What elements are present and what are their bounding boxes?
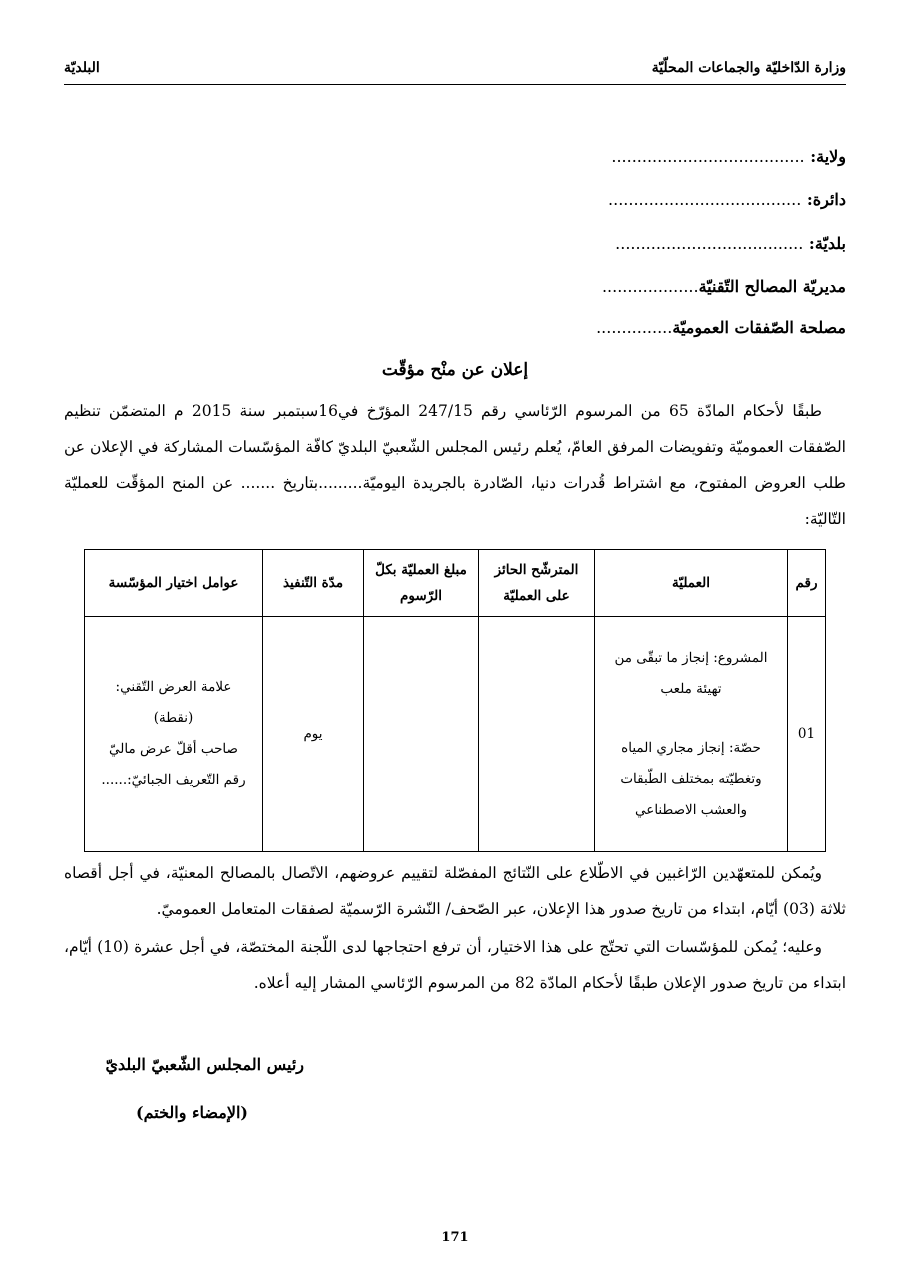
field-daira — [608, 190, 846, 209]
header-duration: مدّة التّنفيذ — [263, 550, 364, 617]
ministry-name: وزارة الدّاخليّة والجماعات المحلّيّة — [651, 60, 846, 76]
field-label: بلديّة: — [808, 234, 846, 253]
table-row — [85, 617, 826, 852]
field-label: مديريّة المصالح التّقنيّة — [698, 277, 846, 296]
header-amount: مبلغ العمليّة بكلّ الرّسوم — [364, 550, 479, 617]
field-dots: ..................................... — [615, 234, 804, 253]
factor-points: (نقطة) — [153, 710, 194, 726]
operation-lot: حصّة: إنجاز مجاري المياه وتغطيّته بمختلف الطّبقات والعشب الاصطناعي — [620, 739, 762, 818]
page-number: 171 — [441, 1230, 469, 1245]
intro-paragraph — [64, 393, 846, 537]
factor-technical-score: علامة العرض التّقني: — [115, 679, 232, 695]
municipality-name: البلديّة — [64, 60, 100, 76]
factor-lowest-offer: صاحب أقلّ عرض ماليّ — [108, 741, 238, 757]
cell-amount — [364, 617, 479, 852]
appeal-paragraph — [64, 929, 846, 1001]
factor-tax-id: رقم التّعريف الجبائيّ:...... — [101, 772, 246, 788]
field-baladia — [615, 234, 846, 253]
operation-project: المشروع: إنجاز ما تبقّى من تهيئة ملعب — [614, 649, 768, 697]
cell-operation — [595, 617, 788, 852]
cell-duration: يوم — [263, 617, 364, 852]
cell-candidate — [479, 617, 595, 852]
header-factors: عوامل اختيار المؤسّسة — [85, 550, 263, 617]
table-header-row — [85, 550, 826, 617]
operation-spacer — [601, 705, 781, 733]
field-dots: ...................................... — [608, 190, 802, 209]
signatory-title: رئيس المجلس الشّعبيّ البلديّ — [105, 1055, 304, 1074]
field-label: مصلحة الصّفقات العموميّة — [672, 318, 846, 337]
field-wilaya — [611, 147, 846, 166]
intro-text: طبقًا لأحكام المادّة 65 من المرسوم الرّئاسي رقم 247/15 المؤرّخ في16سبتمبر سنة 2015 م المتضمّن تنظيم الصّفقات العموميّة وتفويضات المرفق العامّ، يُعلم رئيس المجلس الشّعبيّ البلديّ كافّة المؤسّسات المشاركة في الإعلان عن طلب العروض المفتوح، مع اشتراط قُدرات دنيا، الصّادرة بالجريدة اليوميّة.........بتاريخ ....... عن المنح المؤقّت للعمليّة التّاليّة: — [64, 402, 846, 528]
header-candidate: المترشّح الحائز على العمليّة — [479, 550, 595, 617]
field-dots: ............... — [596, 318, 673, 337]
field-dots: ...................................... — [611, 147, 805, 166]
document-title: إعلان عن منْح مؤقّت — [381, 360, 529, 380]
signature-stamp-note: (الإمضاء والختم) — [136, 1103, 248, 1122]
header-num: رقم — [788, 550, 826, 617]
appeal-text: وعليه؛ يُمكن للمؤسّسات التي تحتّج على هذا الاختيار، أن ترفع احتجاجها لدى اللّجنة المختصّة، في أجل عشرة (10) أيّام، ابتداء من تاريخ صدور الإعلان طبقًا لأحكام المادّة 82 من المرسوم الرّئاسي المشار إليه أعلاه. — [64, 938, 846, 992]
cell-factors — [85, 617, 263, 852]
field-label: ولاية: — [810, 147, 846, 166]
operations-table — [84, 549, 826, 852]
consultation-paragraph — [64, 855, 846, 927]
cell-num: 01 — [788, 617, 826, 852]
header-operation: العمليّة — [595, 550, 788, 617]
field-technical-directorate — [602, 277, 846, 296]
page-header — [64, 56, 846, 85]
field-label: دائرة: — [806, 190, 846, 209]
field-dots: ................... — [601, 277, 699, 296]
field-procurement-service — [596, 318, 846, 337]
consultation-text: ويُمكن للمتعهّدين الرّاغبين في الاطّلاع على النّتائج المفصّلة لتقييم عروضهم، الاتّصال بالمصالح المعنيّة، في أجل أقصاه ثلاثة (03) أيّام، ابتداء من تاريخ صدور هذا الإعلان، عبر الصّحف/ النّشرة الرّسميّة لصفقات المتعامل العموميّ. — [64, 864, 846, 918]
